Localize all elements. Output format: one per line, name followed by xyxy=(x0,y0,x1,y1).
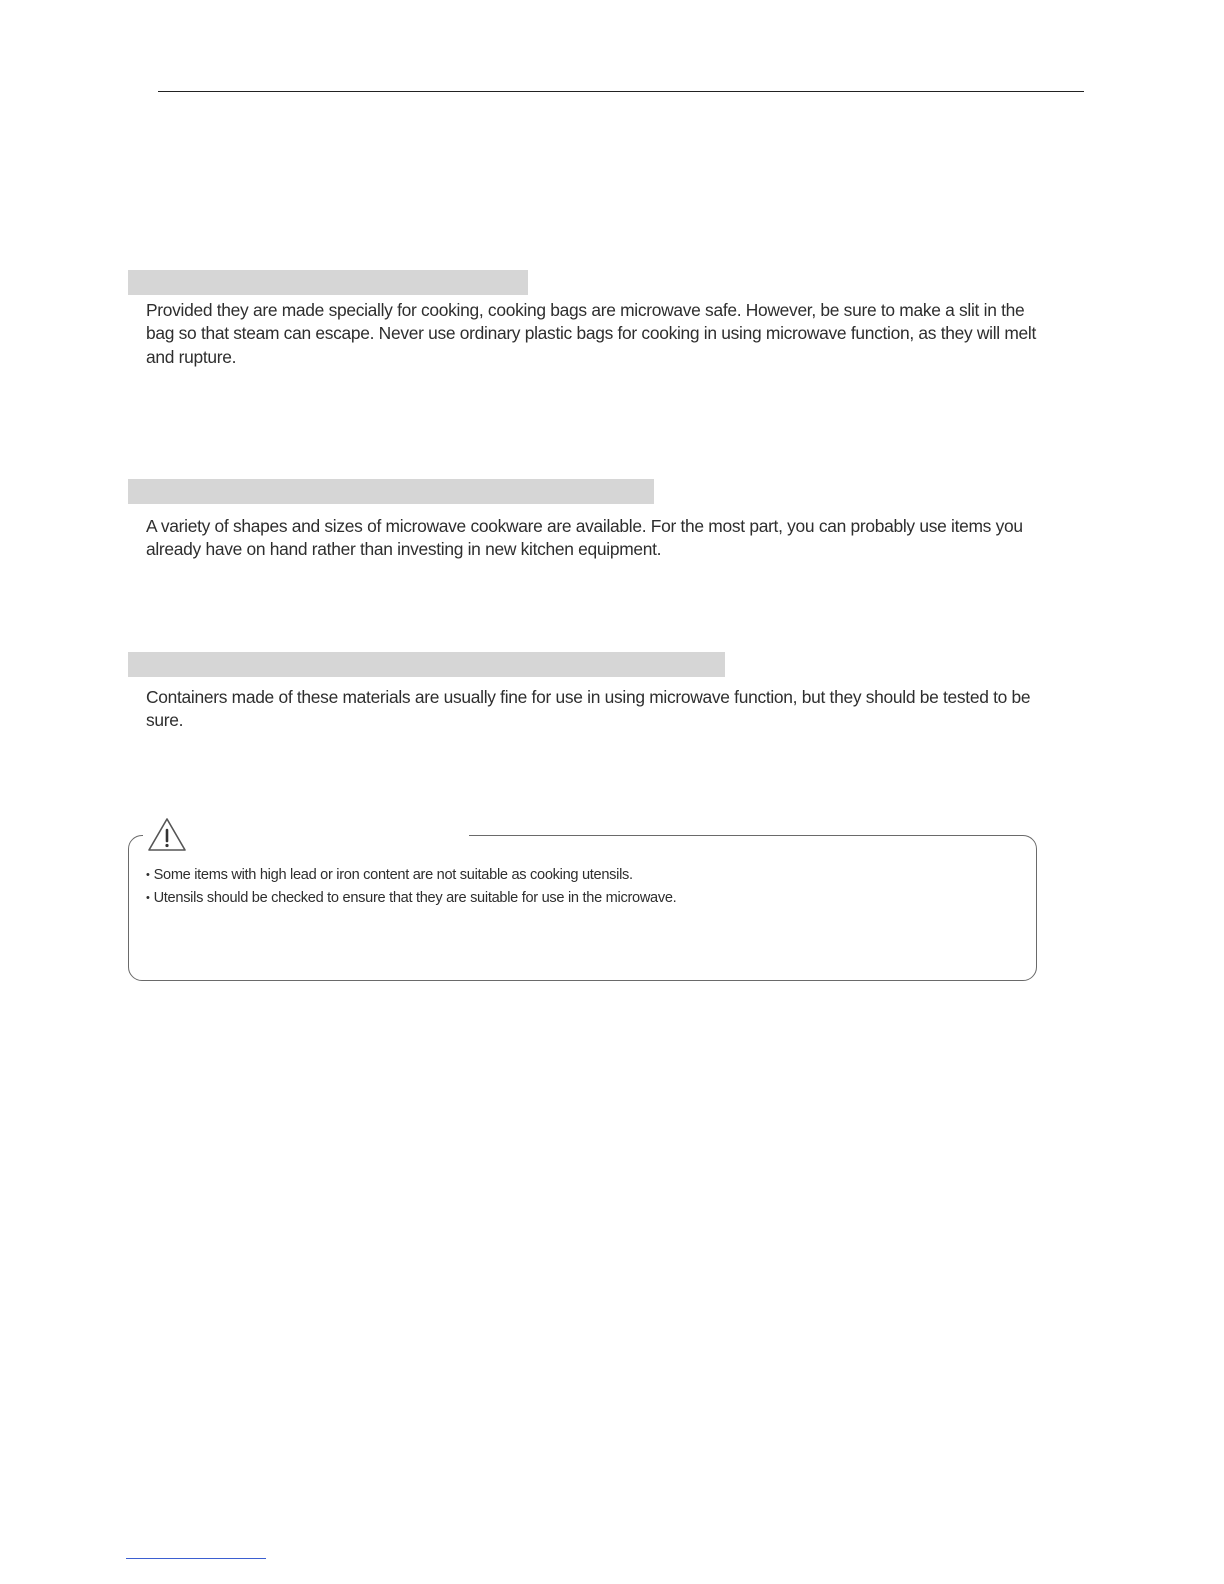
section-heading-bar-2 xyxy=(128,479,654,504)
section-body-2: A variety of shapes and sizes of microwave cookware are available. For the most part, you can probably use items you already have on hand rather than investing in new kitchen equipment. xyxy=(146,516,1023,560)
section-heading-bar-3 xyxy=(128,652,725,677)
caution-item: • Utensils should be checked to ensure that they are suitable for use in the microwave. xyxy=(146,887,676,910)
header-rule xyxy=(158,91,1084,92)
caution-list xyxy=(146,864,676,910)
section-body-3: Containers made of these materials are usually fine for use in using microwave function, but they should be tested to be sure. xyxy=(146,687,1031,731)
caution-box-border-gap xyxy=(143,826,469,842)
footer-link-underline[interactable] xyxy=(126,1558,266,1559)
section-body-1: Provided they are made specially for cooking, cooking bags are microwave safe. However, be sure to make a slit in the bag so that steam can escape. Never use ordinary plastic bags for cooking in using microwave function, as they will melt and rupture. xyxy=(146,300,1037,367)
caution-item: • Some items with high lead or iron content are not suitable as cooking utensils. xyxy=(146,864,676,887)
section-heading-bar-1 xyxy=(128,270,528,295)
warning-triangle-icon xyxy=(146,816,188,854)
